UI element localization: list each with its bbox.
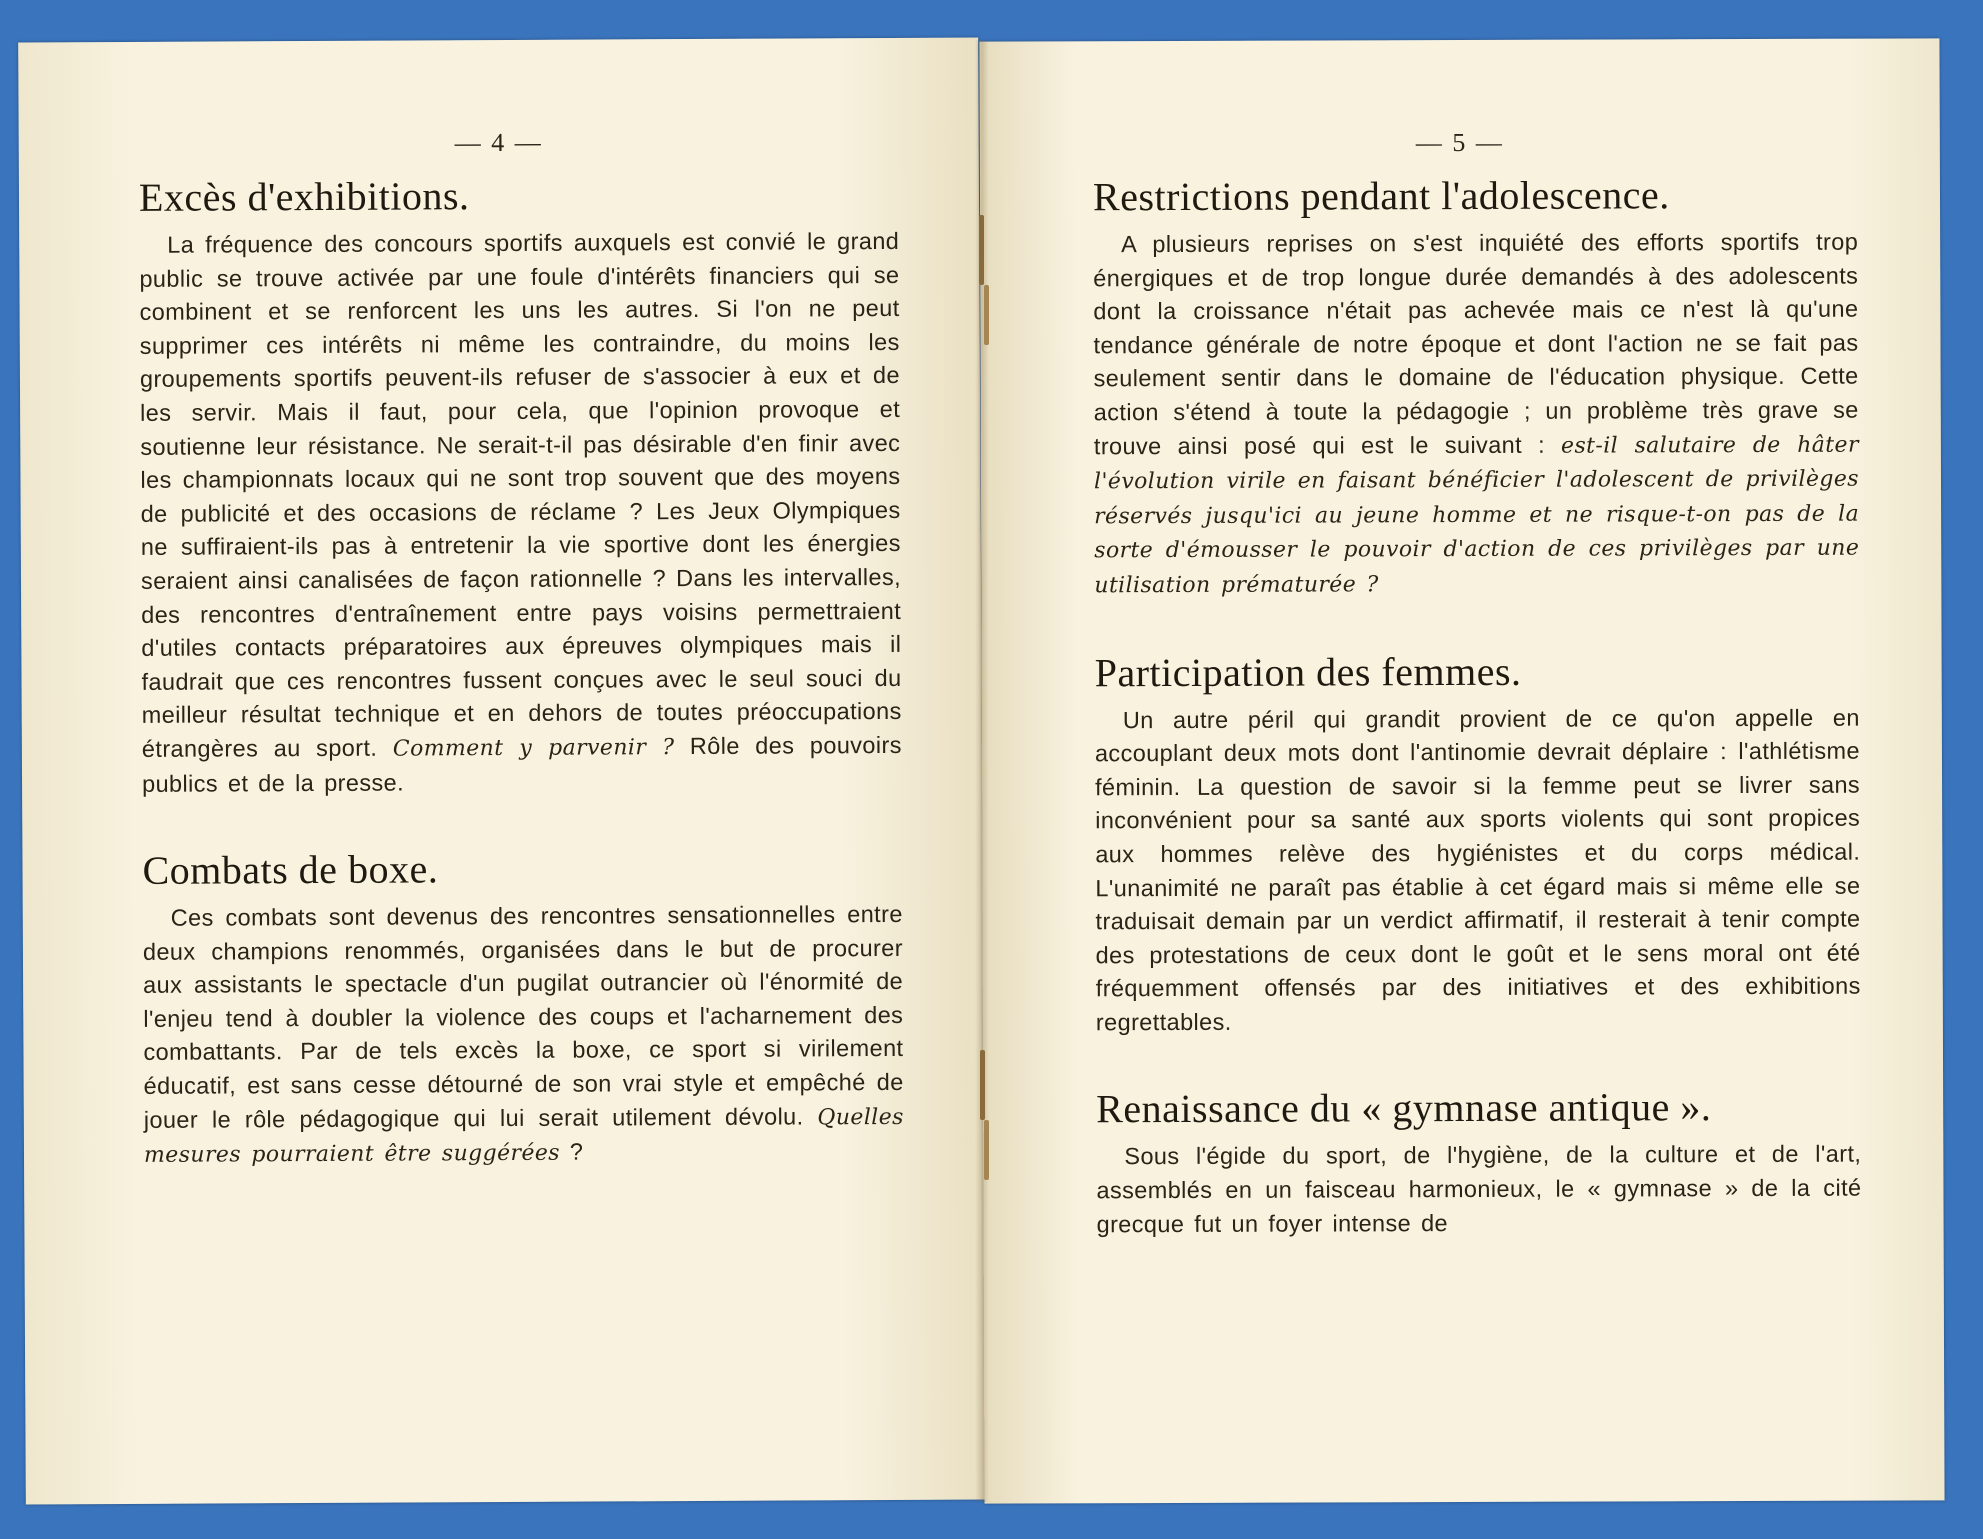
section-text bbox=[143, 898, 904, 1173]
left-page-content bbox=[139, 170, 904, 1219]
page-number: — 5 — bbox=[1415, 127, 1504, 158]
body-text: A plusieurs reprises on s'est inquiété des efforts sportifs trop énergiques et de trop longue durée demandés à des adolescents dont la croissance n'était pas achevée mais ce n'est là qu'une tendance générale de notre époque et dont l'action ne se fait pas seulement sentir dans le domaine de l'éducation physique. Cette action s'étend à toute la pédagogie ; un problème très grave se trouve ainsi posé qui est le suivant : bbox=[1093, 228, 1859, 459]
page-number: — 4 — bbox=[454, 127, 543, 158]
section-title: Restrictions pendant l'adolescence. bbox=[1092, 172, 1670, 220]
binding-thread bbox=[984, 285, 989, 345]
body-text: Ces combats sont devenus des rencontres sensationnelles entre deux champions renommés, organisées dans le but de procurer aux assistants le spectacle d'un pugilat outrancier où l'énormité de l'enjeu tend à doubler la violence des coups et l'acharnement des combattants. Par de tels excès la boxe, ce sport si virilement éducatif, est sans cesse détourné de son vrai style et empêché de jouer le rôle pédagogique qui lui serait utilement dévolu. bbox=[142, 900, 904, 1133]
section-title: Renaissance du « gymnase antique ». bbox=[1096, 1084, 1712, 1132]
right-page bbox=[979, 38, 1944, 1503]
booklet-spread bbox=[22, 40, 1942, 1502]
italic-question: est-il salutaire de hâter l'évolution virile en faisant bénéficier l'adolescent de privilèges réservés jusqu'ici au jeune homme et ne risque-t-on pas de la sorte d'émousser le pouvoir d'action de ces privilèges par une utilisation prématurée ? bbox=[1093, 432, 1860, 599]
right-page-content bbox=[1093, 171, 1862, 1288]
left-page bbox=[18, 37, 986, 1504]
section-text bbox=[139, 225, 902, 801]
section-text: Sous l'égide du sport, de l'hygiène, de la culture et de l'art, assemblés en un faisceau harmonieux, le « gymnase » de la cité grecque fut un foyer intense de bbox=[1096, 1141, 1862, 1237]
italic-question: Quelles mesures pourraient être suggérées bbox=[143, 1104, 904, 1169]
section-combats-boxe bbox=[142, 843, 904, 1173]
section-restrictions-adolescence bbox=[1093, 171, 1859, 603]
section-title: Combats de boxe. bbox=[142, 846, 439, 893]
binding-thread bbox=[980, 1050, 985, 1120]
section-text: Un autre péril qui grandit provient de ce qu'on appelle en accouplant deux mots dont l'antinomie devrait déplaire : l'athlétisme féminin. La question de savoir si la femme peut se livrer sans inconvénient pour sa santé aux sports violents qui sont propices aux hommes relève des hygiénistes et du corps médical. L'unanimité ne paraît pas établie à cet égard mais si même elle se traduisait demain par un verdict affirmatif, il resterait à tenir compte des protestations de ceux dont le goût et le sens moral ont été fréquemment offensés par des initiatives et des exhibitions regrettables. bbox=[1094, 704, 1861, 1036]
binding-thread bbox=[984, 1120, 989, 1180]
binding-thread bbox=[979, 215, 984, 285]
section-participation-femmes bbox=[1095, 646, 1861, 1040]
section-exces-exhibitions bbox=[139, 170, 902, 801]
body-text: La fréquence des concours sportifs auxquels est convié le grand public se trouve activée par une foule d'intérêts financiers qui se combinent et se renforcent les uns les autres. Si l'on ne peut supprimer ces intérêts ni même les contraindre, du moins les groupements sportifs peuvent-ils refuser de s'associer à eux et de les servir. Mais il faut, pour cela, que l'opinion provoque et soutienne leur résistance. Ne serait-t-il pas désirable d'en finir avec les championnats locaux qui ne sont trop souvent que des moyens de publicité et des occasions de réclame ? Les Jeux Olympiques ne suffiraient-ils pas à entretenir la vie sportive dont les énergies seraient ainsi canalisées de façon rationnelle ? Dans les intervalles, des rencontres d'entraînement entre pays voisins permettraient d'utiles contacts préparatoires aux épreuves olympiques mais il faudrait que ces rencontres fussent conçues avec le seul souci du meilleur résultat technique et en dehors de toutes préoccupations étrangères au sport. bbox=[139, 227, 902, 762]
section-title: Participation des femmes. bbox=[1094, 648, 1522, 695]
body-tail: Rôle des pouvoirs publics et de la presse. bbox=[141, 731, 902, 797]
section-title: Excès d'exhibitions. bbox=[138, 173, 470, 220]
body-tail: ? bbox=[569, 1138, 584, 1165]
section-text bbox=[1093, 226, 1859, 603]
section-renaissance-gymnase bbox=[1096, 1083, 1862, 1241]
italic-question: Comment y parvenir ? bbox=[392, 735, 675, 762]
